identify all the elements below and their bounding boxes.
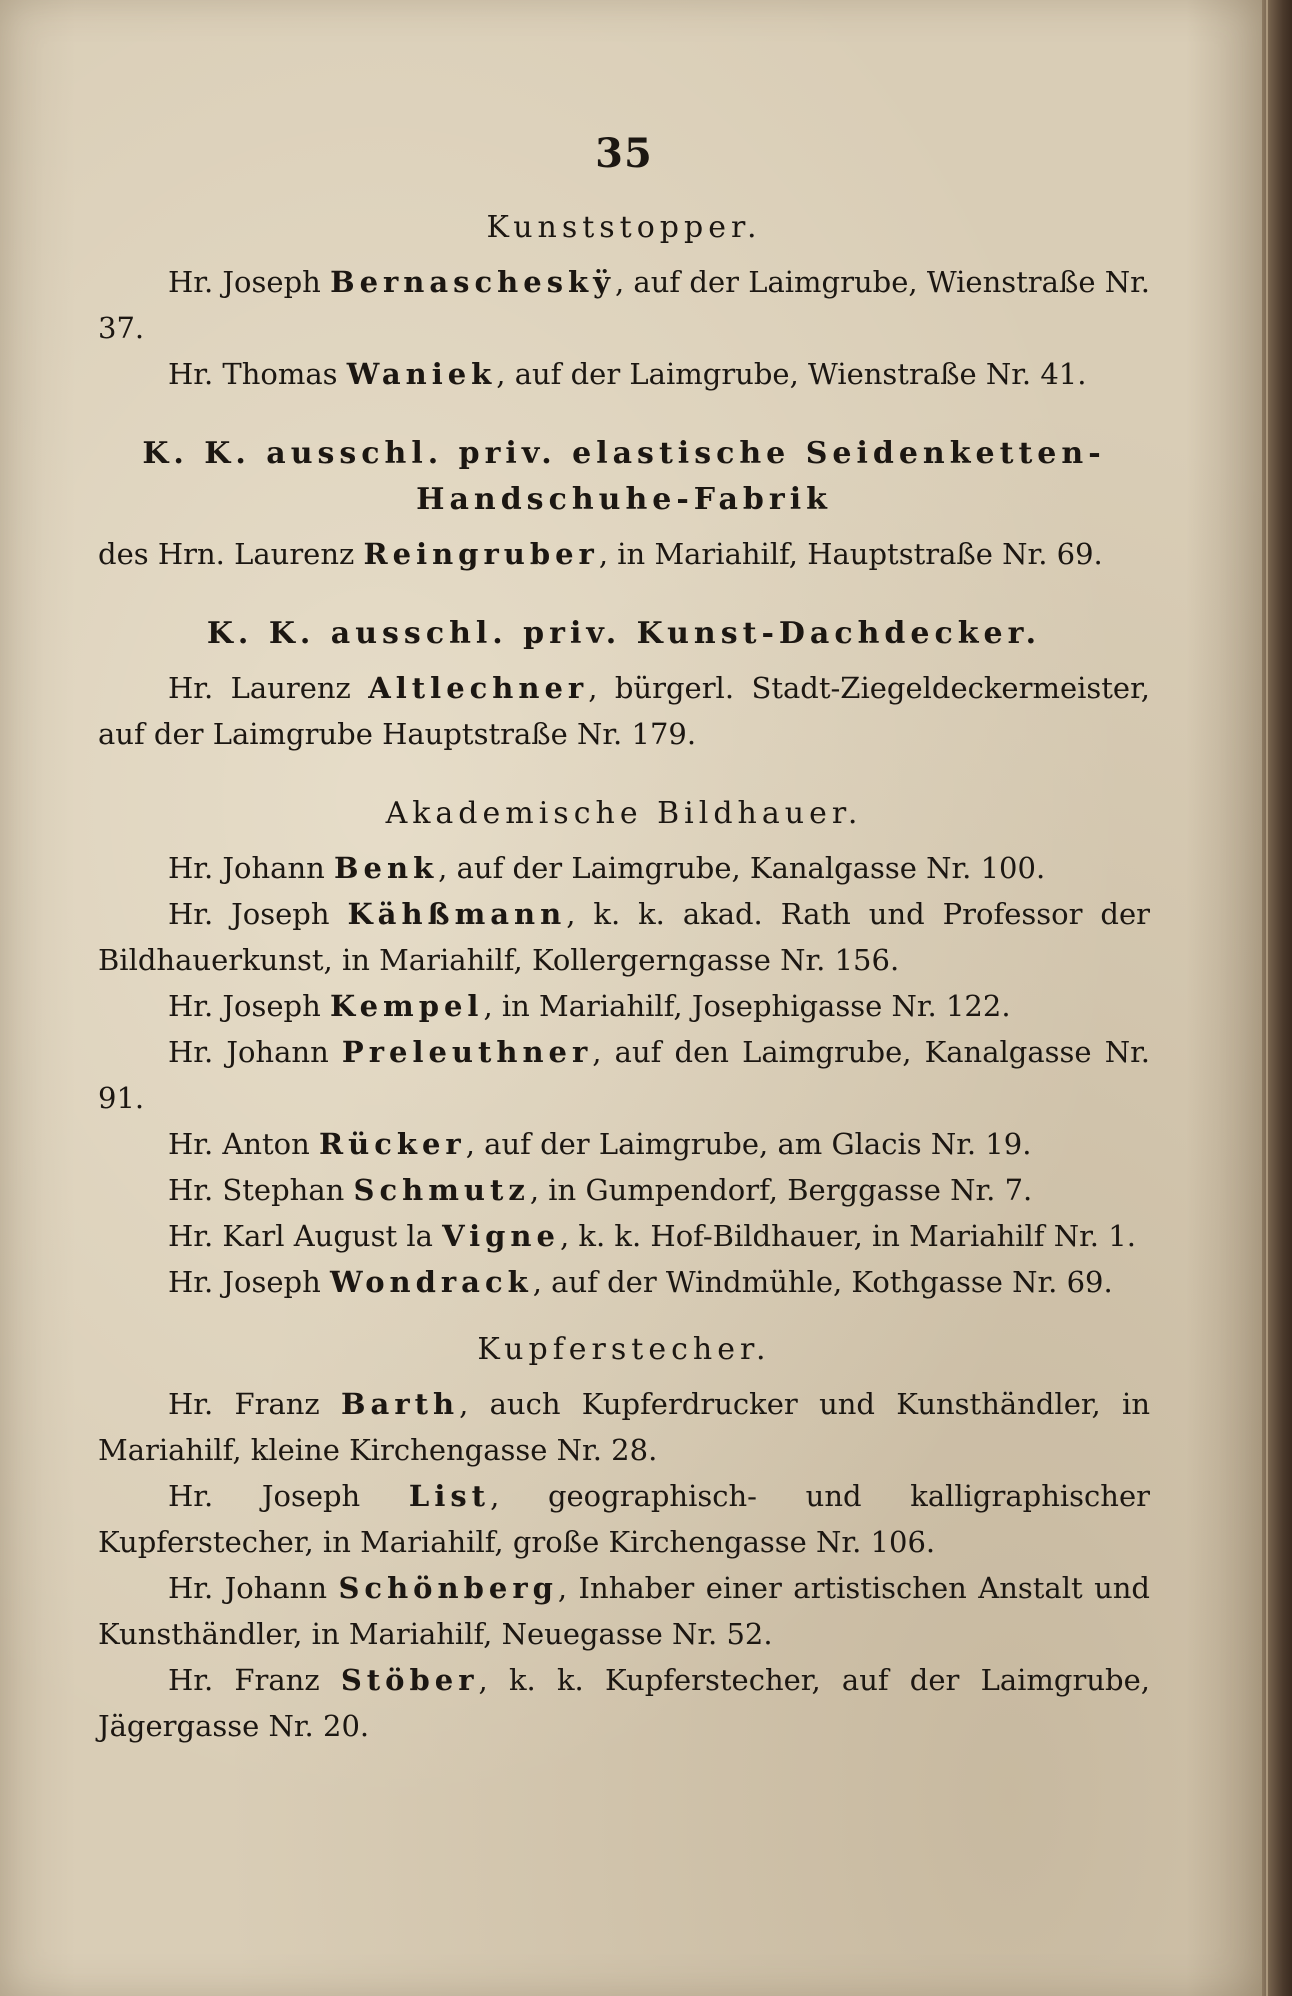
- list-item: Hr. Joseph Kempel, in Mariahilf, Josephigasse Nr. 122.: [168, 989, 1011, 1023]
- surname: Kähßmann: [347, 897, 567, 931]
- list-item: Hr. Johann Preleuthner, auf den Laimgrube, Kanalgasse Nr. 91.: [98, 1035, 1151, 1115]
- page-edge-line: [1266, 0, 1268, 1996]
- list-item: Hr. Joseph List, geographisch- und kalligraphischer Kupferstecher, in Mariahilf, große Kirchengasse Nr. 106.: [98, 1479, 1150, 1559]
- list-item: Hr. Johann Schönberg, Inhaber einer artistischen Anstalt und Kunsthändler, in Mariahilf, Neuegasse Nr. 52.: [98, 1571, 1150, 1651]
- list-item: Hr. Joseph Wondrack, auf der Windmühle, Kothgasse Nr. 69.: [168, 1265, 1113, 1299]
- list-item: Hr. Franz Barth, auch Kupferdrucker und Kunsthändler, in Mariahilf, kleine Kirchengasse Nr. 28.: [98, 1387, 1151, 1467]
- surname: Schönberg: [338, 1571, 558, 1605]
- surname: Waniek: [346, 357, 497, 391]
- list-item: des Hrn. Laurenz Reingruber, in Mariahilf, Hauptstraße Nr. 69.: [98, 537, 1103, 571]
- surname: Stöber: [340, 1663, 479, 1697]
- list-item: Hr. Karl August la Vigne, k. k. Hof-Bildhauer, in Mariahilf Nr. 1.: [168, 1219, 1136, 1253]
- list-item: Hr. Anton Rücker, auf der Laimgrube, am Glacis Nr. 19.: [168, 1127, 1032, 1161]
- section-heading-kupferstecher: Kupferstecher.: [477, 1332, 771, 1367]
- page-number: 35: [595, 130, 653, 177]
- surname: Barth: [341, 1387, 460, 1421]
- list-item: Hr. Laurenz Altlechner, bürgerl. Stadt-Ziegeldeckermeister, auf der Laimgrube Hauptstraße Nr. 179.: [98, 671, 1150, 751]
- section-heading-kunst-dachdecker: K. K. ausschl. priv. Kunst-Dachdecker.: [206, 616, 1042, 651]
- surname: Benk: [334, 851, 439, 885]
- list-item: Hr. Franz Stöber, k. k. Kupferstecher, auf der Laimgrube, Jägergasse Nr. 20.: [98, 1663, 1150, 1743]
- surname: Preleuthner: [341, 1035, 593, 1069]
- section-heading-akademische-bildhauer: Akademische Bildhauer.: [385, 796, 863, 831]
- surname: Rücker: [319, 1127, 466, 1161]
- section-heading-handschuhe-fabrik: K. K. ausschl. priv. elastische Seidenketten-Handschuhe-Fabrik: [142, 436, 1106, 517]
- surname: Bernascheskÿ: [330, 265, 615, 299]
- surname: Altlechner: [368, 671, 589, 705]
- list-item: Hr. Johann Benk, auf der Laimgrube, Kanalgasse Nr. 100.: [168, 851, 1046, 885]
- surname: List: [408, 1479, 491, 1513]
- surname: Reingruber: [363, 537, 599, 571]
- page-content: [98, 130, 1150, 1749]
- list-item: Hr. Joseph Bernascheskÿ, auf der Laimgrube, Wienstraße Nr. 37.: [98, 265, 1150, 345]
- list-item: Hr. Thomas Waniek, auf der Laimgrube, Wienstraße Nr. 41.: [168, 357, 1087, 391]
- section-heading-kunststopper: Kunststopper.: [486, 210, 762, 245]
- surname: Wondrack: [330, 1265, 533, 1299]
- list-item: Hr. Stephan Schmutz, in Gumpendorf, Berggasse Nr. 7.: [168, 1173, 1033, 1207]
- list-item: Hr. Joseph Kähßmann, k. k. akad. Rath und Professor der Bildhauerkunst, in Mariahilf, Kollergerngasse Nr. 156.: [98, 897, 1150, 977]
- surname: Vigne: [442, 1219, 560, 1253]
- surname: Kempel: [330, 989, 484, 1023]
- surname: Schmutz: [353, 1173, 530, 1207]
